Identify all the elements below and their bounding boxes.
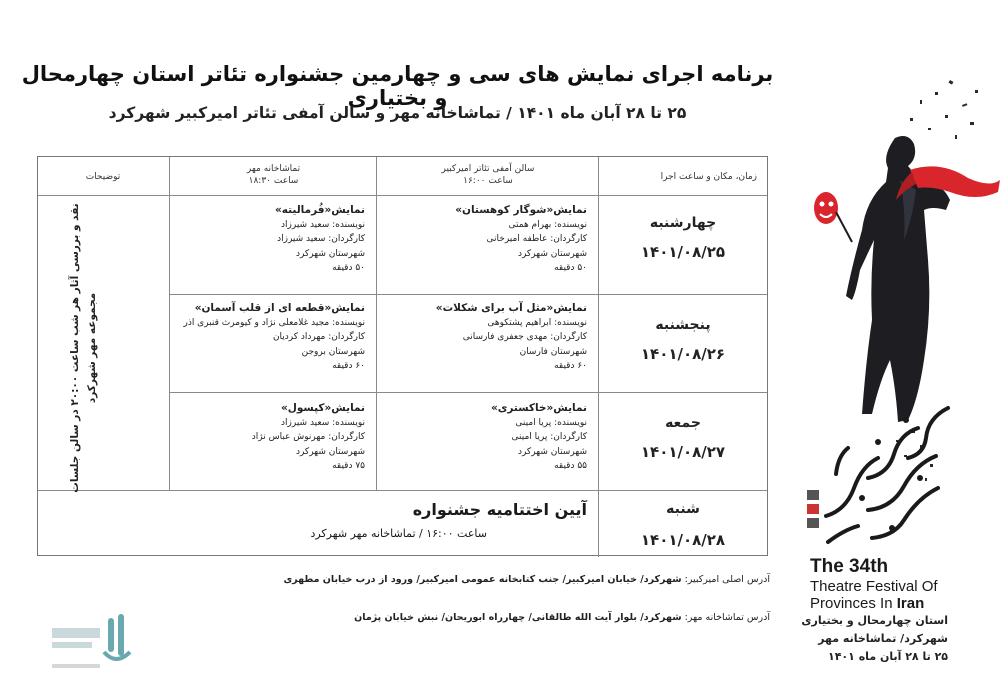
show-entry [170, 203, 377, 276]
day-cell [599, 501, 767, 549]
show-entry [377, 301, 599, 374]
show-writer: نویسنده: ابراهیم پشتکوهی [487, 317, 587, 328]
show-director: کارگردان: پریا امینی [511, 432, 587, 442]
day-name: چهارشنبه [649, 215, 717, 231]
en-festival-name: Theatre Festival Of [810, 578, 938, 595]
address-amirkabir [255, 574, 770, 585]
fa-venue: شهرکرد/ تماشاخانه مهر [818, 632, 948, 645]
fa-dates: ۲۵ تا ۲۸ آبان ماه ۱۴۰۱ [828, 650, 948, 663]
en-edition: The 34th [810, 556, 889, 577]
address-text: شهرکرد/ بلوار آیت الله طالقانی/ چهارراه ابوریحان/ نبش خیابان پژمان [354, 612, 682, 623]
show-title: نمایش«فُرمالیته» [274, 204, 365, 216]
show-title: نمایش«قطعه ای از قلب آسمان» [194, 302, 365, 314]
show-entry [377, 203, 599, 276]
day-cell [599, 317, 767, 363]
closing-title: آیین اختتامیه جشنواره [412, 500, 587, 519]
show-duration: ۵۵ دقیقه [554, 461, 587, 471]
day-cell [599, 415, 767, 461]
fa-province: استان چهارمحال و بختیاری [801, 614, 948, 627]
show-duration: ۷۵ دقیقه [332, 461, 365, 471]
day-name: پنجشنبه [655, 317, 711, 333]
page-title: برنامه اجرای نمایش های سی و چهارمین جشنواره تئاتر استان چهارمحال و بختیاری [21, 62, 774, 110]
page-subtitle: ۲۵ تا ۲۸ آبان ماه ۱۴۰۱ / تماشاخانه مهر و سالن آمفی تئاتر امیرکبیر شهرکرد [108, 104, 687, 122]
show-writer: نویسنده: سعید شیرزاد [281, 219, 365, 230]
day-date: ۱۴۰۱/۰۸/۲۸ [640, 531, 726, 549]
show-director: کارگردان: سعید شیرزاد [277, 234, 365, 244]
calligraphy-logo [808, 398, 958, 548]
show-city: شهرستان شهرکرد [517, 248, 587, 259]
show-city: شهرستان فارسان [519, 346, 587, 357]
show-director: کارگردان: مهدی جعفری فارسانی [462, 332, 587, 342]
show-writer: نویسنده: سعید شیرزاد [281, 417, 365, 428]
show-entry [170, 301, 377, 374]
show-duration: ۵۰ دقیقه [554, 263, 587, 273]
day-name: شنبه [666, 501, 700, 517]
address-label: آدرس اصلی امیرکبیر: [684, 574, 770, 585]
en-provinces: Provinces In Iran [810, 595, 925, 612]
show-entry [170, 401, 377, 474]
header-notes: توضیحات [85, 172, 121, 182]
show-director: کارگردان: مهرنوش عباس نژاد [251, 432, 365, 442]
show-writer: نویسنده: مجید غلامعلی نژاد و کیومرث قنبری اذر [183, 317, 365, 328]
day-date: ۱۴۰۱/۰۸/۲۵ [640, 243, 726, 261]
sponsor-logos [807, 490, 821, 540]
show-title: نمایش«مثل آب برای شکلات» [435, 302, 587, 314]
show-writer: نویسنده: پریا امینی [515, 417, 587, 428]
day-date: ۱۴۰۱/۰۸/۲۶ [640, 345, 726, 363]
closing-time: ساعت ۱۶:۰۰ / تماشاخانه مهر شهرکرد [310, 527, 487, 540]
show-title: نمایش«خاکستری» [490, 402, 587, 414]
closing-ceremony [199, 500, 599, 540]
amir-venue-time: ساعت ۱۶:۰۰ [463, 176, 513, 186]
day-name: جمعه [665, 415, 701, 431]
show-city: شهرستان شهرکرد [517, 446, 587, 457]
iran-theater-logo [48, 608, 143, 680]
show-city: شهرستان شهرکرد [295, 248, 365, 259]
show-duration: ۵۰ دقیقه [332, 263, 365, 273]
show-writer: نویسنده: بهرام همتی [508, 219, 587, 230]
header-time-place: زمان، مکان و ساعت اجرا [660, 172, 757, 182]
address-text: شهرکرد/ خیابان امیرکبیر/ جنب کتابخانه عمومی امیرکبیر/ ورود از درب خیابان مطهری [283, 574, 682, 585]
mehr-venue-name: تماشاخانه مهر [246, 164, 301, 174]
header-mehr-venue [170, 163, 377, 187]
show-title: نمایش«شوگار کوهستان» [455, 204, 587, 216]
show-title: نمایش«کپسول» [280, 402, 365, 414]
show-city: شهرستان بروجن [301, 346, 365, 357]
show-entry [377, 401, 599, 474]
header-amir-venue [377, 163, 599, 187]
notes-text: نقد و بررسی آثار هر شب ساعت ۲۰:۰۰ در سالن جلسات مجموعه مهر شهرکرد [69, 203, 98, 493]
address-label: آدرس تماشاخانه مهر: [684, 612, 770, 623]
show-duration: ۶۰ دقیقه [332, 361, 365, 371]
show-director: کارگردان: عاطفه امیرخانی [486, 234, 587, 244]
day-date: ۱۴۰۱/۰۸/۲۷ [640, 443, 726, 461]
notes-cell [44, 199, 124, 497]
address-mehr [255, 612, 770, 623]
mehr-venue-time: ساعت ۱۸:۳۰ [248, 176, 299, 186]
show-city: شهرستان شهرکرد [295, 446, 365, 457]
show-director: کارگردان: مهرداد کردیان [272, 332, 365, 342]
schedule-table [37, 156, 768, 556]
day-cell [599, 215, 767, 261]
amir-venue-name: سالن آمفی تئاتر امیرکبیر [441, 164, 535, 174]
show-duration: ۶۰ دقیقه [554, 361, 587, 371]
